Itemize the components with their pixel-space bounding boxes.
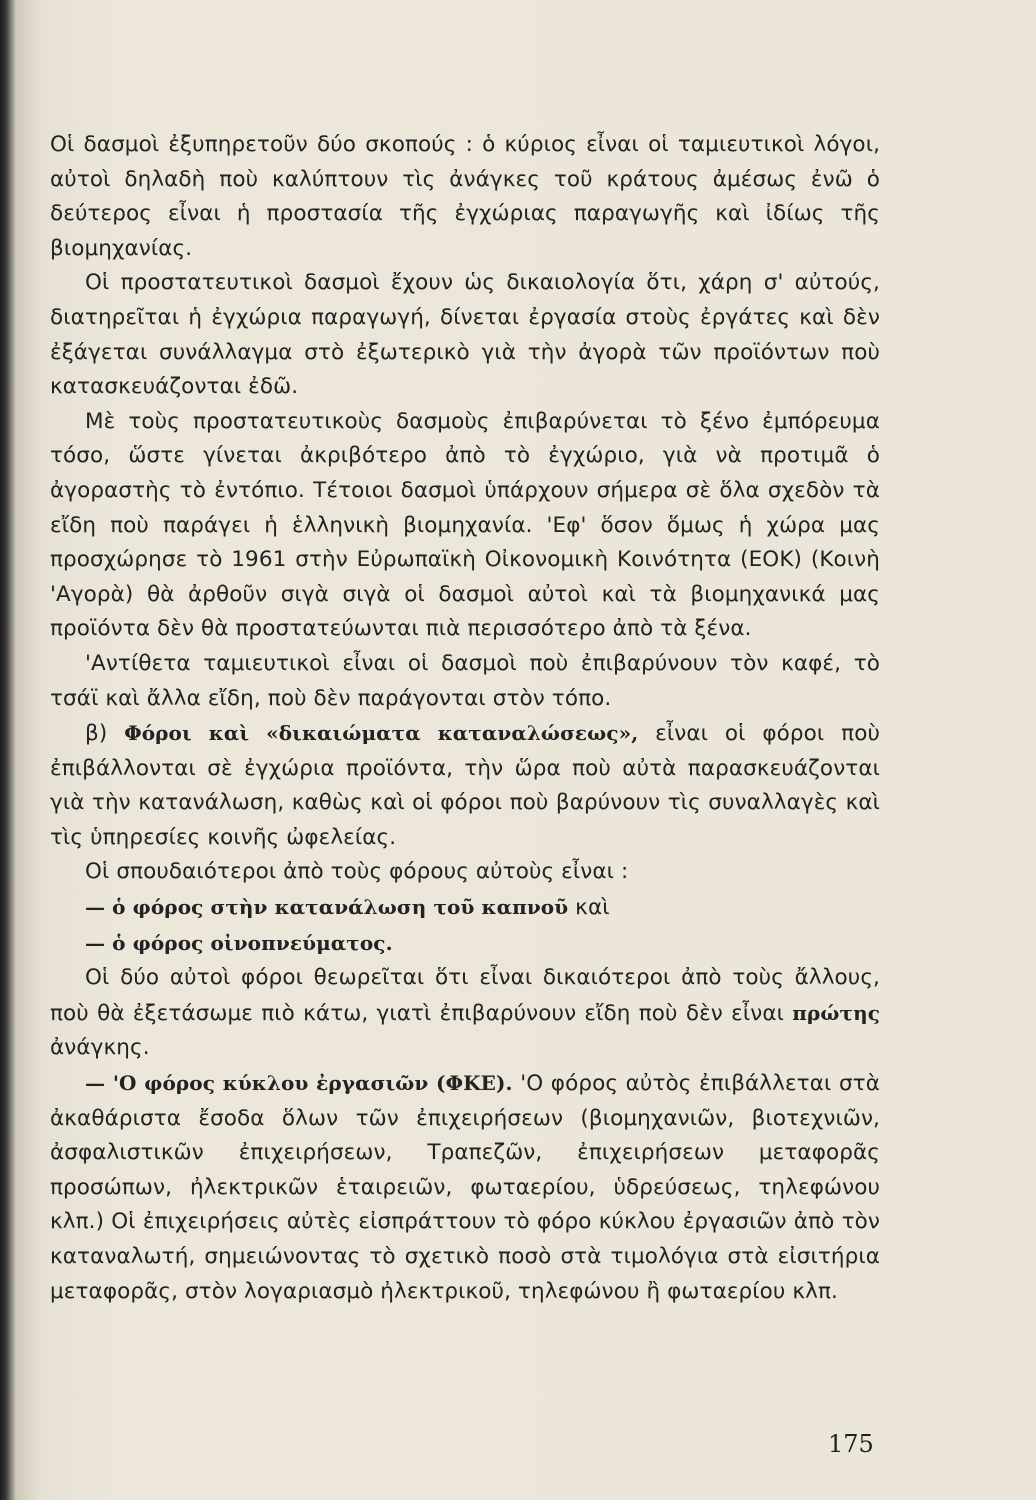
body-text — [50, 128, 880, 1309]
paragraph-foreign-goods: Μὲ τοὺς προστατευτικοὺς δασμοὺς ἐπιβαρύνεται τὸ ξένο ἐμπόρευμα τόσο, ὥστε γίνεται ἀκριβότερο ἀπὸ τὸ ἐγχώριο, γιὰ νὰ προτιμᾶ ὁ ἀγοραστὴς τὸ ἐντόπιο. Τέτοιοι δασμοὶ ὑπάρχουν σήμερα σὲ ὅλα σχεδὸν τὰ εἴδη ποὺ παράγει ἡ ἑλληνικὴ βιομηχανία. 'Εφ' ὅσον ὅμως ἡ χώρα μας προσχώρησε τὸ 1961 στὴν Εὐρωπαϊκὴ Οἰκονομικὴ Κοινότητα (ΕΟΚ) (Κοινὴ 'Αγορὰ) θὰ ἀρθοῦν σιγὰ σιγὰ οἱ δασμοὶ αὐτοὶ καὶ τὰ βιομηχανικά μας προϊόντα δὲν θὰ προστατεύωνται πιὰ περισσότερο ἀπὸ τὰ ξένα. — [50, 408, 880, 642]
paragraph-protective-duties: Οἱ προστατευτικοὶ δασμοὶ ἔχουν ὡς δικαιολογία ὅτι, χάρη σ' αὐτούς, διατηρεῖται ἡ ἐγχώρια παραγωγή, δίνεται ἐργασία στοὺς ἐργάτες καὶ δὲν ἐξάγεται συνάλλαγμα στὸ ἐξωτερικὸ γιὰ τὴν ἀγορὰ τῶν προϊόντων ποὺ κατασκευάζονται ἐδῶ. — [50, 270, 880, 400]
paragraph-fairer-taxes — [50, 961, 880, 1066]
paragraph-text: Οἱ δύο αὐτοὶ φόροι θεωρεῖται ὅτι εἶναι δικαιότεροι ἀπὸ τοὺς ἄλλους, ποὺ θὰ ἐξετάσωμε πιὸ κάτω, γιατὶ ἐπιβαρύνουν εἴδη ποὺ δὲν εἶναι — [50, 965, 880, 1026]
paragraph-consumption-taxes — [50, 716, 880, 855]
section-heading-consumption-taxes: Φόροι καὶ «δικαιώματα καταναλώσεως», — [124, 721, 639, 746]
paragraph-revenue-duties: 'Αντίθετα ταμιευτικοὶ εἶναι οἱ δασμοὶ ποὺ ἐπιβαρύνουν τὸν καφέ, τὸ τσάϊ καὶ ἄλλα εἴδη, ποὺ δὲν παράγονται στὸν τόπο. — [50, 650, 880, 711]
list-item-bold: — ὁ φόρος οἰνοπνεύματος. — [85, 930, 393, 955]
paragraph-text: εἶναι οἱ φόροι ποὺ ἐπιβάλλονται σὲ ἐγχώρια προϊόντα, τὴν ὥρα ποὺ αὐτὰ παρασκευάζονται γιὰ τὴν κατανάλωση, καθὼς καὶ οἱ φόροι ποὺ βαρύνουν τὶς συναλλαγὲς καὶ τὶς ὑπηρεσίες κοινῆς ὠφελείας. — [50, 721, 880, 850]
paragraph-text: ἀνάγκης. — [50, 1035, 150, 1061]
list-item-bold: — ὁ φόρος στὴν κατανάλωση τοῦ καπνοῦ — [85, 895, 569, 920]
list-item-alcohol-tax — [50, 926, 880, 962]
paragraph-text: 'Ο φόρος αὐτὸς ἐπιβάλλεται στὰ ἀκαθάριστα ἔσοδα ὅλων τῶν ἐπιχειρήσεων (βιομηχανιῶν, βιοτεχνιῶν, ἀσφαλιστικῶν ἐπιχειρήσεων, Τραπεζῶν, ἐπιχειρήσεων μεταφορᾶς προσώπων, ἠλεκτρικῶν ἑταιρειῶν, φωταερίου, ὑδρεύσεως, τηλεφώνου κλπ.) Οἱ ἐπιχειρήσεις αὐτὲς εἰσπράττουν τὸ φόρο κύκλου ἐργασιῶν ἀπὸ τὸν καταναλωτή, σημειώνοντας τὸ σχετικὸ ποσὸ στὰ τιμολόγια στὰ εἰσιτήρια μεταφορᾶς, στὸν λογαριασμὸ ἠλεκτρικοῦ, τηλεφώνου ἢ φωταερίου κλπ. — [50, 1071, 880, 1304]
page-number: 175 — [828, 1430, 874, 1458]
section-heading-turnover-tax: — 'Ο φόρος κύκλου ἐργασιῶν (ΦΚΕ). — [85, 1071, 513, 1096]
paragraph-customs-purposes: Οἱ δασμοὶ ἐξυπηρετοῦν δύο σκοπούς : ὁ κύριος εἶναι οἱ ταμιευτικοὶ λόγοι, αὐτοὶ δηλαδὴ ποὺ καλύπτουν τὶς ἀνάγκες τοῦ κράτους ἀμέσως ἐνῶ ὁ δεύτερος εἶναι ἡ προστασία τῆς ἐγχώριας παραγωγῆς καὶ ἰδίως τῆς βιομηχανίας. — [50, 132, 880, 261]
section-marker: β) — [85, 721, 125, 747]
list-item-tobacco-tax — [50, 890, 880, 926]
bold-word: πρώτης — [792, 1000, 880, 1025]
list-item-text: καὶ — [568, 895, 610, 921]
paragraph-turnover-tax — [50, 1066, 880, 1309]
paragraph-main-taxes-intro: Οἱ σπουδαιότεροι ἀπὸ τοὺς φόρους αὐτοὺς εἶναι : — [85, 859, 629, 885]
